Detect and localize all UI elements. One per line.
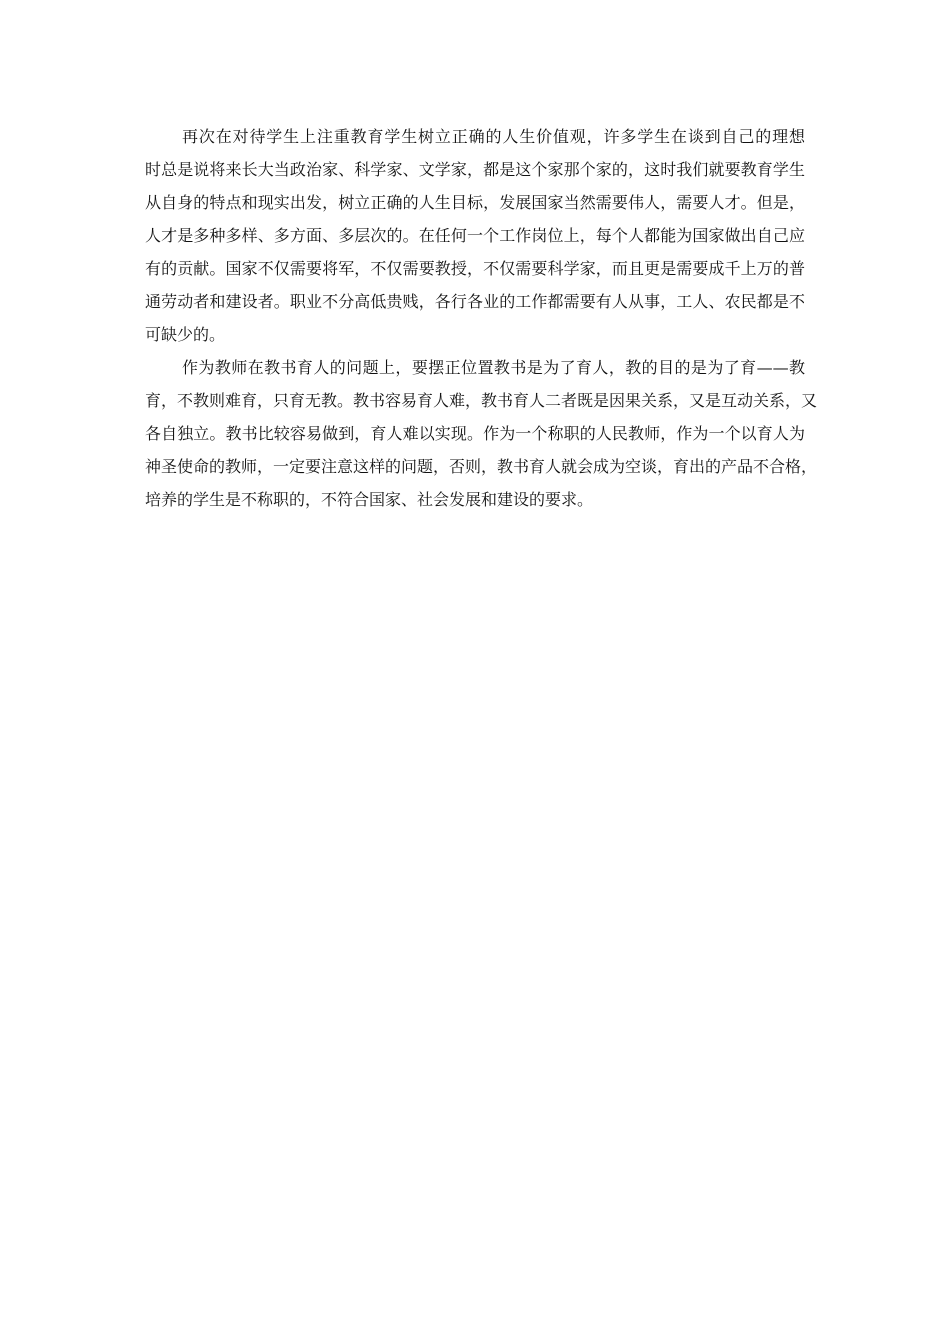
paragraph-line: 作为教师在教书育人的问题上，要摆正位置教书是为了育人，教的目的是为了育——教 — [182, 358, 805, 377]
paragraph-line: 时总是说将来长大当政治家、科学家、文学家，都是这个家那个家的，这时我们就要教育学生 — [145, 160, 805, 179]
paragraph-line: 各自独立。教书比较容易做到，育人难以实现。作为一个称职的人民教师，作为一个以育人为 — [145, 424, 805, 443]
paragraph-line: 培养的学生是不称职的，不符合国家、社会发展和建设的要求。 — [145, 490, 594, 509]
paragraph-line: 神圣使命的教师，一定要注意这样的问题，否则，教书育人就会成为空谈，育出的产品不合格， — [145, 457, 818, 476]
paragraph-line: 可缺少的。 — [145, 325, 226, 344]
paragraph-line: 育，不教则难育，只育无教。教书容易育人难，教书育人二者既是因果关系，又是互动关系，又 — [145, 391, 818, 410]
paragraph-1 — [145, 120, 805, 351]
paragraph-line: 再次在对待学生上注重教育学生树立正确的人生价值观，许多学生在谈到自己的理想 — [182, 127, 805, 146]
paragraph-line: 人才是多种多样、多方面、多层次的。在任何一个工作岗位上，每个人都能为国家做出自己应 — [145, 226, 805, 245]
document-body — [145, 120, 818, 516]
paragraph-line: 有的贡献。国家不仅需要将军，不仅需要教授，不仅需要科学家，而且更是需要成千上万的普 — [145, 259, 805, 278]
paragraph-line: 从自身的特点和现实出发，树立正确的人生目标，发展国家当然需要伟人，需要人才。但是， — [145, 193, 805, 212]
paragraph-2 — [145, 351, 818, 516]
paragraph-line: 通劳动者和建设者。职业不分高低贵贱，各行各业的工作都需要有人从事，工人、农民都是不 — [145, 292, 805, 311]
